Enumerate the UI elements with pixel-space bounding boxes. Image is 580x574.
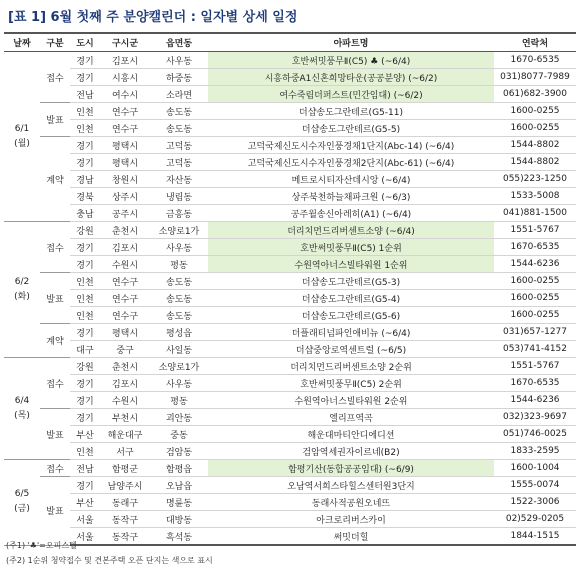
type-cell: 발표 <box>40 477 70 546</box>
footnotes <box>6 538 213 568</box>
apartment-cell: 검암역세권자이르네(B2) <box>208 443 494 460</box>
table-row <box>4 188 576 205</box>
contact-cell: 032)323-9697 <box>494 409 576 426</box>
contact-cell: 1600-0255 <box>494 120 576 137</box>
table-row <box>4 341 576 358</box>
city-cell: 경기 <box>70 69 100 86</box>
apartment-cell: 함평기산(동합공공임대) (~6/9) <box>208 460 494 477</box>
contact-cell: 1522-3006 <box>494 494 576 511</box>
district-cell: 공주시 <box>100 205 150 222</box>
city-cell: 전남 <box>70 86 100 103</box>
town-cell: 흑석동 <box>150 528 208 546</box>
city-cell: 경기 <box>70 392 100 409</box>
apartment-cell: 해운대마티안디에디션 <box>208 426 494 443</box>
table-row <box>4 222 576 239</box>
header-apartment: 아파트명 <box>208 33 494 52</box>
town-cell: 송도동 <box>150 273 208 290</box>
district-cell: 춘천시 <box>100 358 150 375</box>
district-cell: 평택시 <box>100 324 150 341</box>
contact-cell: 1544-6236 <box>494 256 576 273</box>
town-cell: 검암동 <box>150 443 208 460</box>
city-cell: 경북 <box>70 188 100 205</box>
city-cell: 부산 <box>70 494 100 511</box>
city-cell: 충남 <box>70 205 100 222</box>
district-cell: 연수구 <box>100 120 150 137</box>
type-cell: 접수 <box>40 358 70 409</box>
table-row <box>4 477 576 494</box>
contact-cell: 1670-6535 <box>494 239 576 256</box>
district-cell: 부천시 <box>100 409 150 426</box>
city-cell: 경기 <box>70 137 100 154</box>
apartment-cell: 고덕국제신도시수자인풍경채2단지(Abc-61) (~6/4) <box>208 154 494 171</box>
city-cell: 인천 <box>70 273 100 290</box>
schedule-table <box>4 32 576 546</box>
apartment-cell: 엘리프역곡 <box>208 409 494 426</box>
district-cell: 동작구 <box>100 511 150 528</box>
table-row <box>4 307 576 324</box>
district-cell: 김포시 <box>100 375 150 392</box>
city-cell: 부산 <box>70 426 100 443</box>
table-body <box>4 52 576 546</box>
district-cell: 남양주시 <box>100 477 150 494</box>
contact-cell: 02)529-0205 <box>494 511 576 528</box>
town-cell: 사일동 <box>150 341 208 358</box>
contact-cell: 1544-8802 <box>494 154 576 171</box>
contact-cell: 1670-6535 <box>494 375 576 392</box>
town-cell: 괴안동 <box>150 409 208 426</box>
table-row <box>4 86 576 103</box>
district-cell: 김포시 <box>100 52 150 69</box>
apartment-cell: 고덕국제신도시수자인풍경채1단지(Abc-14) (~6/4) <box>208 137 494 154</box>
district-cell: 창원시 <box>100 171 150 188</box>
contact-cell: 061)682-3900 <box>494 86 576 103</box>
type-cell: 계약 <box>40 324 70 358</box>
table-row <box>4 426 576 443</box>
city-cell: 강원 <box>70 358 100 375</box>
town-cell: 소양로1가 <box>150 358 208 375</box>
town-cell: 송도동 <box>150 307 208 324</box>
table-row <box>4 443 576 460</box>
table-row <box>4 324 576 341</box>
town-cell: 송도동 <box>150 120 208 137</box>
type-cell: 계약 <box>40 137 70 222</box>
footnote-1: (주1) '♣'=오피스텔 <box>6 541 77 550</box>
table-row <box>4 358 576 375</box>
apartment-cell: 더샵송도그란테르(G5-5) <box>208 120 494 137</box>
city-cell: 서울 <box>70 528 100 546</box>
type-cell: 발표 <box>40 103 70 137</box>
contact-cell: 1600-0255 <box>494 103 576 120</box>
city-cell: 경기 <box>70 375 100 392</box>
contact-cell: 1600-1004 <box>494 460 576 477</box>
contact-cell: 053)741-4152 <box>494 341 576 358</box>
table-row <box>4 120 576 137</box>
contact-cell: 1544-6236 <box>494 392 576 409</box>
town-cell: 송도동 <box>150 103 208 120</box>
district-cell: 평택시 <box>100 154 150 171</box>
apartment-cell: 더샵송도그란테르(G5-6) <box>208 307 494 324</box>
apartment-cell: 공주월송신아레히(A1) (~6/4) <box>208 205 494 222</box>
district-cell: 동래구 <box>100 494 150 511</box>
town-cell: 자산동 <box>150 171 208 188</box>
district-cell: 연수구 <box>100 290 150 307</box>
apartment-cell: 메트로시티자산데시앙 (~6/4) <box>208 171 494 188</box>
city-cell: 강원 <box>70 222 100 239</box>
header-date: 날짜 <box>4 33 40 52</box>
contact-cell: 1844-1515 <box>494 528 576 546</box>
date-cell: 6/4 (목) <box>4 358 40 460</box>
city-cell: 경기 <box>70 52 100 69</box>
city-cell: 인천 <box>70 443 100 460</box>
town-cell: 함평읍 <box>150 460 208 477</box>
town-cell: 대방동 <box>150 511 208 528</box>
city-cell: 서울 <box>70 511 100 528</box>
apartment-cell: 상주북천하늘채파크원 (~6/3) <box>208 188 494 205</box>
apartment-cell: 수원역아너스빌타워원 1순위 <box>208 256 494 273</box>
apartment-cell: 여수죽림더퍼스트(민간임대) (~6/2) <box>208 86 494 103</box>
district-cell: 함평군 <box>100 460 150 477</box>
district-cell: 연수구 <box>100 273 150 290</box>
district-cell: 동작구 <box>100 528 150 546</box>
type-cell: 접수 <box>40 222 70 273</box>
city-cell: 경기 <box>70 324 100 341</box>
city-cell: 인천 <box>70 290 100 307</box>
contact-cell: 031)8077-7989 <box>494 69 576 86</box>
city-cell: 경기 <box>70 409 100 426</box>
town-cell: 사우동 <box>150 239 208 256</box>
table-row <box>4 103 576 120</box>
apartment-cell: 호반써밋풍무Ⅱ(C5) 2순위 <box>208 375 494 392</box>
apartment-cell: 더리치먼드리버센트소양 (~6/4) <box>208 222 494 239</box>
apartment-cell: 호반써밋풍무Ⅱ(C5) 1순위 <box>208 239 494 256</box>
district-cell: 수원시 <box>100 256 150 273</box>
type-cell: 발표 <box>40 273 70 324</box>
table-row <box>4 392 576 409</box>
header-city: 도시 <box>70 33 100 52</box>
table-row <box>4 137 576 154</box>
district-cell: 연수구 <box>100 103 150 120</box>
table-row <box>4 290 576 307</box>
contact-cell: 051)746-0025 <box>494 426 576 443</box>
table-row <box>4 205 576 222</box>
district-cell: 수원시 <box>100 392 150 409</box>
contact-cell: 1833-2595 <box>494 443 576 460</box>
contact-cell: 1600-0255 <box>494 290 576 307</box>
district-cell: 평택시 <box>100 137 150 154</box>
apartment-cell: 더샵송도그란테르(G5-3) <box>208 273 494 290</box>
table-row <box>4 511 576 528</box>
table-row <box>4 171 576 188</box>
apartment-cell: 아크로리버스카이 <box>208 511 494 528</box>
table-row <box>4 239 576 256</box>
header-contact: 연락처 <box>494 33 576 52</box>
date-cell: 6/5 (금) <box>4 460 40 546</box>
district-cell: 중구 <box>100 341 150 358</box>
district-cell: 연수구 <box>100 307 150 324</box>
city-cell: 경기 <box>70 239 100 256</box>
date-cell: 6/2 (화) <box>4 222 40 358</box>
town-cell: 평동 <box>150 392 208 409</box>
town-cell: 오남읍 <box>150 477 208 494</box>
contact-cell: 1533-5008 <box>494 188 576 205</box>
town-cell: 사우동 <box>150 375 208 392</box>
apartment-cell: 수원역아너스빌타워원 2순위 <box>208 392 494 409</box>
apartment-cell: 호반써밋풍무Ⅱ(C5) ♣ (~6/4) <box>208 52 494 69</box>
table-row <box>4 69 576 86</box>
table-row <box>4 460 576 477</box>
district-cell: 상주시 <box>100 188 150 205</box>
city-cell: 경기 <box>70 477 100 494</box>
apartment-cell: 더샵중앙로역센트럴 (~6/5) <box>208 341 494 358</box>
apartment-cell: 더플래티넘파인애비뉴 (~6/4) <box>208 324 494 341</box>
date-cell: 6/1 (월) <box>4 52 40 222</box>
contact-cell: 1551-5767 <box>494 222 576 239</box>
city-cell: 전남 <box>70 460 100 477</box>
table-row <box>4 494 576 511</box>
table-row <box>4 52 576 69</box>
city-cell: 경기 <box>70 154 100 171</box>
town-cell: 평성읍 <box>150 324 208 341</box>
city-cell: 대구 <box>70 341 100 358</box>
contact-cell: 055)223-1250 <box>494 171 576 188</box>
district-cell: 김포시 <box>100 239 150 256</box>
city-cell: 경기 <box>70 256 100 273</box>
city-cell: 경남 <box>70 171 100 188</box>
type-cell: 접수 <box>40 460 70 477</box>
town-cell: 고덕동 <box>150 137 208 154</box>
header-town: 읍면동 <box>150 33 208 52</box>
apartment-cell: 써밋더힐 <box>208 528 494 546</box>
table-header-row <box>4 33 576 52</box>
contact-cell: 1544-8802 <box>494 137 576 154</box>
town-cell: 중동 <box>150 426 208 443</box>
contact-cell: 041)881-1500 <box>494 205 576 222</box>
district-cell: 시흥시 <box>100 69 150 86</box>
table-row <box>4 256 576 273</box>
town-cell: 소양로1가 <box>150 222 208 239</box>
apartment-cell: 오남역서희스타힐스센터원3단지 <box>208 477 494 494</box>
apartment-cell: 더샵송도그란테르(G5-11) <box>208 103 494 120</box>
district-cell: 춘천시 <box>100 222 150 239</box>
contact-cell: 1551-5767 <box>494 358 576 375</box>
city-cell: 인천 <box>70 103 100 120</box>
town-cell: 금흥동 <box>150 205 208 222</box>
table-row <box>4 154 576 171</box>
contact-cell: 1600-0255 <box>494 273 576 290</box>
city-cell: 인천 <box>70 307 100 324</box>
town-cell: 명륜동 <box>150 494 208 511</box>
header-district: 구시군 <box>100 33 150 52</box>
contact-cell: 1600-0255 <box>494 307 576 324</box>
contact-cell: 1670-6535 <box>494 52 576 69</box>
apartment-cell: 더리치먼드리버센트소양 2순위 <box>208 358 494 375</box>
apartment-cell: 더샵송도그란테르(G5-4) <box>208 290 494 307</box>
apartment-cell: 동래사적공원오네뜨 <box>208 494 494 511</box>
town-cell: 소라면 <box>150 86 208 103</box>
district-cell: 여수시 <box>100 86 150 103</box>
city-cell: 인천 <box>70 120 100 137</box>
header-type: 구분 <box>40 33 70 52</box>
town-cell: 냉림동 <box>150 188 208 205</box>
contact-cell: 1555-0074 <box>494 477 576 494</box>
type-cell: 발표 <box>40 409 70 460</box>
table-row <box>4 375 576 392</box>
table-row <box>4 273 576 290</box>
table-row <box>4 409 576 426</box>
town-cell: 송도동 <box>150 290 208 307</box>
town-cell: 사우동 <box>150 52 208 69</box>
type-cell: 접수 <box>40 52 70 103</box>
apartment-cell: 시흥하중A1신혼희망타운(공공분양) (~6/2) <box>208 69 494 86</box>
footnote-2: (주2) 1순위 청약접수 및 견본주택 오픈 단지는 색으로 표시 <box>6 556 213 565</box>
district-cell: 서구 <box>100 443 150 460</box>
table-title: [표 1] 6월 첫째 주 분양캘린더 : 일자별 상세 일정 <box>8 10 298 25</box>
town-cell: 고덕동 <box>150 154 208 171</box>
town-cell: 평동 <box>150 256 208 273</box>
town-cell: 하중동 <box>150 69 208 86</box>
contact-cell: 031)657-1277 <box>494 324 576 341</box>
district-cell: 해운대구 <box>100 426 150 443</box>
